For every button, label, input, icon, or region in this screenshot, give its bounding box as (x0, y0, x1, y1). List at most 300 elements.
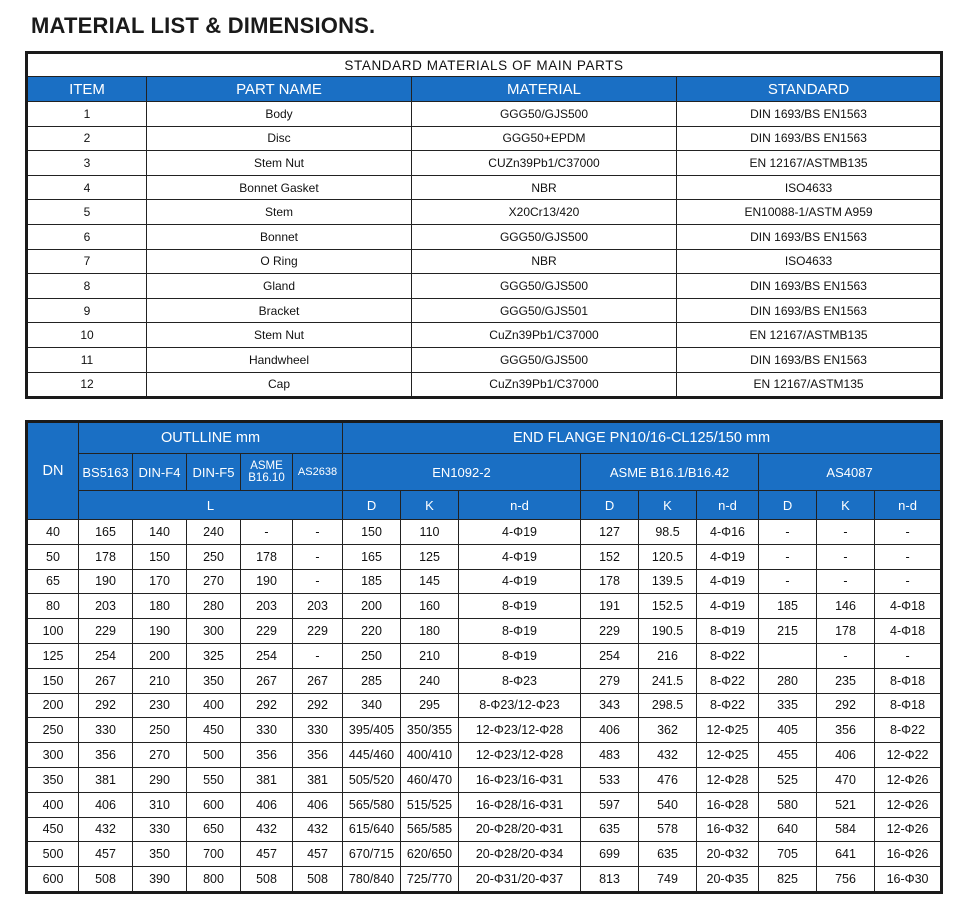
col-header-material: MATERIAL (412, 77, 677, 102)
col-header-standard: STANDARD (677, 77, 942, 102)
cell-as-nd: 12-Φ26 (875, 817, 942, 842)
cell-as2638: 229 (293, 619, 343, 644)
table-row (27, 792, 942, 817)
cell-din-f5: 300 (187, 619, 241, 644)
cell-as-d: - (759, 520, 817, 545)
cell-as2638: 356 (293, 743, 343, 768)
cell-bs5163: 356 (79, 743, 133, 768)
cell-en-nd: 20-Φ28/20-Φ31 (459, 817, 581, 842)
table-row (27, 298, 942, 323)
table-row (27, 817, 942, 842)
cell-as-k: - (817, 520, 875, 545)
cell-asme-b1610: 356 (241, 743, 293, 768)
cell-din-f5: 500 (187, 743, 241, 768)
cell-as2638: - (293, 643, 343, 668)
cell-en-k: 125 (401, 544, 459, 569)
cell-item: 6 (27, 224, 147, 249)
dimensions-table (25, 420, 943, 894)
cell-bs5163: 267 (79, 668, 133, 693)
cell-item: 8 (27, 274, 147, 299)
cell-material: GGG50/GJS500 (412, 274, 677, 299)
cell-asme-k: 635 (639, 842, 697, 867)
cell-as-nd: - (875, 643, 942, 668)
cell-item: 3 (27, 151, 147, 176)
cell-din-f5: 240 (187, 520, 241, 545)
cell-asme-b1610: 190 (241, 569, 293, 594)
cell-asme-d: 533 (581, 767, 639, 792)
materials-caption: STANDARD MATERIALS OF MAIN PARTS (27, 53, 942, 77)
cell-din-f4: 270 (133, 743, 187, 768)
cell-en-nd: 4-Φ19 (459, 520, 581, 545)
cell-as-k: 406 (817, 743, 875, 768)
cell-en-nd: 12-Φ23/12-Φ28 (459, 718, 581, 743)
cell-dn: 65 (27, 569, 79, 594)
cell-as-k: - (817, 569, 875, 594)
table-row (27, 619, 942, 644)
cell-din-f4: 170 (133, 569, 187, 594)
cell-en-d: 185 (343, 569, 401, 594)
col-header-en-d: D (343, 491, 401, 520)
col-header-as-k: K (817, 491, 875, 520)
cell-din-f4: 140 (133, 520, 187, 545)
cell-standard: DIN 1693/BS EN1563 (677, 126, 942, 151)
cell-bs5163: 330 (79, 718, 133, 743)
cell-material: CuZn39Pb1/C37000 (412, 323, 677, 348)
cell-standard: DIN 1693/BS EN1563 (677, 224, 942, 249)
cell-as-k: 235 (817, 668, 875, 693)
table-row (27, 323, 942, 348)
cell-part-name: Handwheel (147, 347, 412, 372)
cell-asme-nd: 12-Φ28 (697, 767, 759, 792)
asme-b1610-line1: ASME (250, 460, 283, 472)
cell-standard: ISO4633 (677, 175, 942, 200)
cell-as-d: 405 (759, 718, 817, 743)
cell-en-nd: 8-Φ19 (459, 594, 581, 619)
cell-din-f4: 190 (133, 619, 187, 644)
cell-as2638: - (293, 569, 343, 594)
cell-asme-k: 120.5 (639, 544, 697, 569)
cell-item: 10 (27, 323, 147, 348)
cell-bs5163: 292 (79, 693, 133, 718)
cell-asme-k: 98.5 (639, 520, 697, 545)
cell-as-nd: 16-Φ26 (875, 842, 942, 867)
table-row (27, 842, 942, 867)
cell-as2638: 267 (293, 668, 343, 693)
cell-asme-b1610: 457 (241, 842, 293, 867)
cell-as2638: 381 (293, 767, 343, 792)
table-row (27, 718, 942, 743)
col-header-en-k: K (401, 491, 459, 520)
cell-bs5163: 508 (79, 867, 133, 893)
cell-bs5163: 165 (79, 520, 133, 545)
cell-as-k: 641 (817, 842, 875, 867)
cell-asme-k: 362 (639, 718, 697, 743)
cell-din-f5: 450 (187, 718, 241, 743)
col-header-asme-b1610 (241, 454, 293, 491)
cell-standard: DIN 1693/BS EN1563 (677, 298, 942, 323)
cell-en-nd: 8-Φ23/12-Φ23 (459, 693, 581, 718)
cell-asme-nd: 20-Φ35 (697, 867, 759, 893)
cell-dn: 40 (27, 520, 79, 545)
table-row (27, 102, 942, 127)
cell-asme-k: 152.5 (639, 594, 697, 619)
cell-asme-nd: 12-Φ25 (697, 718, 759, 743)
cell-din-f4: 180 (133, 594, 187, 619)
cell-asme-b1610: 381 (241, 767, 293, 792)
cell-en-k: 400/410 (401, 743, 459, 768)
cell-asme-nd: 4-Φ19 (697, 594, 759, 619)
table-row (27, 743, 942, 768)
cell-as-d: 825 (759, 867, 817, 893)
cell-en-k: 620/650 (401, 842, 459, 867)
page-title: MATERIAL LIST & DIMENSIONS. (31, 13, 376, 38)
cell-standard: DIN 1693/BS EN1563 (677, 102, 942, 127)
cell-asme-b1610: 330 (241, 718, 293, 743)
cell-as2638: 292 (293, 693, 343, 718)
cell-en-d: 150 (343, 520, 401, 545)
cell-bs5163: 432 (79, 817, 133, 842)
cell-asme-d: 191 (581, 594, 639, 619)
cell-asme-b1610: - (241, 520, 293, 545)
cell-en-k: 565/585 (401, 817, 459, 842)
cell-as-d: 335 (759, 693, 817, 718)
cell-as-d: 705 (759, 842, 817, 867)
cell-material: GGG50+EPDM (412, 126, 677, 151)
cell-material: X20Cr13/420 (412, 200, 677, 225)
cell-part-name: Stem (147, 200, 412, 225)
cell-asme-k: 432 (639, 743, 697, 768)
cell-bs5163: 457 (79, 842, 133, 867)
cell-en-k: 460/470 (401, 767, 459, 792)
col-header-as-nd: n-d (875, 491, 942, 520)
cell-asme-b1610: 178 (241, 544, 293, 569)
cell-bs5163: 178 (79, 544, 133, 569)
cell-en-d: 200 (343, 594, 401, 619)
cell-as2638: 457 (293, 842, 343, 867)
cell-bs5163: 203 (79, 594, 133, 619)
cell-din-f5: 650 (187, 817, 241, 842)
cell-din-f5: 270 (187, 569, 241, 594)
cell-asme-nd: 8-Φ22 (697, 693, 759, 718)
cell-as-nd: 12-Φ22 (875, 743, 942, 768)
cell-asme-d: 813 (581, 867, 639, 893)
cell-part-name: Gland (147, 274, 412, 299)
cell-material: GGG50/GJS500 (412, 102, 677, 127)
table-row (27, 569, 942, 594)
cell-as-d: 580 (759, 792, 817, 817)
cell-en-nd: 4-Φ19 (459, 544, 581, 569)
cell-as-k: 292 (817, 693, 875, 718)
cell-part-name: Stem Nut (147, 323, 412, 348)
cell-en-d: 780/840 (343, 867, 401, 893)
cell-en-d: 220 (343, 619, 401, 644)
cell-part-name: Bonnet (147, 224, 412, 249)
cell-asme-b1610: 203 (241, 594, 293, 619)
cell-bs5163: 229 (79, 619, 133, 644)
cell-bs5163: 254 (79, 643, 133, 668)
cell-en-nd: 20-Φ28/20-Φ34 (459, 842, 581, 867)
cell-bs5163: 381 (79, 767, 133, 792)
cell-din-f5: 400 (187, 693, 241, 718)
col-header-din-f4: DIN-F4 (133, 454, 187, 491)
cell-part-name: Disc (147, 126, 412, 151)
cell-as-nd: 12-Φ26 (875, 767, 942, 792)
cell-item: 7 (27, 249, 147, 274)
cell-en-k: 295 (401, 693, 459, 718)
cell-part-name: Bracket (147, 298, 412, 323)
cell-part-name: Body (147, 102, 412, 127)
cell-as-d: 640 (759, 817, 817, 842)
cell-item: 5 (27, 200, 147, 225)
cell-as-nd: 8-Φ22 (875, 718, 942, 743)
cell-item: 4 (27, 175, 147, 200)
cell-din-f4: 350 (133, 842, 187, 867)
cell-dn: 600 (27, 867, 79, 893)
cell-en-d: 505/520 (343, 767, 401, 792)
cell-asme-nd: 12-Φ25 (697, 743, 759, 768)
group-header-en1092: EN1092-2 (343, 454, 581, 491)
cell-asme-b1610: 229 (241, 619, 293, 644)
cell-dn: 250 (27, 718, 79, 743)
table-row (27, 249, 942, 274)
cell-part-name: Stem Nut (147, 151, 412, 176)
col-header-bs5163: BS5163 (79, 454, 133, 491)
cell-din-f4: 230 (133, 693, 187, 718)
group-header-as4087: AS4087 (759, 454, 942, 491)
cell-en-nd: 12-Φ23/12-Φ28 (459, 743, 581, 768)
cell-standard: EN 12167/ASTMB135 (677, 151, 942, 176)
cell-as2638: 508 (293, 867, 343, 893)
cell-en-k: 240 (401, 668, 459, 693)
table-row (27, 767, 942, 792)
cell-asme-k: 190.5 (639, 619, 697, 644)
cell-as2638: 406 (293, 792, 343, 817)
materials-table (25, 51, 943, 399)
cell-standard: DIN 1693/BS EN1563 (677, 274, 942, 299)
cell-as-nd: 8-Φ18 (875, 668, 942, 693)
materials-body (27, 102, 942, 398)
cell-asme-d: 597 (581, 792, 639, 817)
cell-din-f5: 250 (187, 544, 241, 569)
cell-asme-d: 635 (581, 817, 639, 842)
cell-asme-k: 540 (639, 792, 697, 817)
cell-asme-nd: 16-Φ32 (697, 817, 759, 842)
col-header-part-name: PART NAME (147, 77, 412, 102)
cell-standard: ISO4633 (677, 249, 942, 274)
cell-en-d: 165 (343, 544, 401, 569)
cell-item: 1 (27, 102, 147, 127)
cell-din-f5: 700 (187, 842, 241, 867)
cell-asme-nd: 8-Φ22 (697, 643, 759, 668)
cell-en-nd: 16-Φ28/16-Φ31 (459, 792, 581, 817)
cell-as-nd: - (875, 544, 942, 569)
cell-en-nd: 20-Φ31/20-Φ37 (459, 867, 581, 893)
table-row (27, 693, 942, 718)
cell-as2638: 330 (293, 718, 343, 743)
cell-asme-d: 254 (581, 643, 639, 668)
cell-as2638: - (293, 520, 343, 545)
cell-asme-nd: 20-Φ32 (697, 842, 759, 867)
col-header-item: ITEM (27, 77, 147, 102)
cell-as-d (759, 643, 817, 668)
cell-en-k: 160 (401, 594, 459, 619)
cell-standard: EN10088-1/ASTM A959 (677, 200, 942, 225)
cell-dn: 80 (27, 594, 79, 619)
table-row (27, 643, 942, 668)
cell-material: GGG50/GJS500 (412, 347, 677, 372)
cell-as-d: 215 (759, 619, 817, 644)
cell-item: 9 (27, 298, 147, 323)
cell-as-d: - (759, 544, 817, 569)
cell-as-k: 146 (817, 594, 875, 619)
cell-din-f5: 550 (187, 767, 241, 792)
asme-b1610-line2: B16.10 (248, 472, 285, 484)
cell-en-d: 250 (343, 643, 401, 668)
cell-as-k: 521 (817, 792, 875, 817)
cell-as-d: 455 (759, 743, 817, 768)
cell-en-nd: 8-Φ19 (459, 619, 581, 644)
cell-din-f4: 250 (133, 718, 187, 743)
cell-asme-b1610: 508 (241, 867, 293, 893)
cell-en-k: 110 (401, 520, 459, 545)
end-flange-header: END FLANGE PN10/16-CL125/150 mm (343, 422, 942, 454)
cell-as-d: 280 (759, 668, 817, 693)
cell-dn: 450 (27, 817, 79, 842)
table-row (27, 347, 942, 372)
cell-dn: 300 (27, 743, 79, 768)
col-header-dn: DN (27, 422, 79, 520)
cell-asme-d: 229 (581, 619, 639, 644)
cell-en-k: 515/525 (401, 792, 459, 817)
cell-asme-b1610: 432 (241, 817, 293, 842)
cell-en-k: 350/355 (401, 718, 459, 743)
cell-as2638: 432 (293, 817, 343, 842)
cell-asme-b1610: 254 (241, 643, 293, 668)
outline-header: OUTLLINE mm (79, 422, 343, 454)
cell-as-d: 525 (759, 767, 817, 792)
cell-asme-nd: 4-Φ19 (697, 569, 759, 594)
cell-en-d: 285 (343, 668, 401, 693)
cell-en-d: 340 (343, 693, 401, 718)
cell-din-f4: 330 (133, 817, 187, 842)
table-row (27, 175, 942, 200)
cell-asme-b1610: 267 (241, 668, 293, 693)
cell-bs5163: 406 (79, 792, 133, 817)
cell-en-d: 670/715 (343, 842, 401, 867)
cell-asme-k: 298.5 (639, 693, 697, 718)
table-row (27, 126, 942, 151)
col-header-asme-k: K (639, 491, 697, 520)
cell-asme-k: 749 (639, 867, 697, 893)
table-row (27, 544, 942, 569)
cell-material: NBR (412, 249, 677, 274)
cell-asme-nd: 8-Φ19 (697, 619, 759, 644)
table-row (27, 372, 942, 398)
table-row (27, 867, 942, 893)
col-header-en-nd: n-d (459, 491, 581, 520)
cell-din-f4: 390 (133, 867, 187, 893)
cell-as-k: - (817, 643, 875, 668)
col-header-asme-nd: n-d (697, 491, 759, 520)
cell-item: 2 (27, 126, 147, 151)
cell-item: 12 (27, 372, 147, 398)
cell-en-nd: 8-Φ23 (459, 668, 581, 693)
cell-dn: 500 (27, 842, 79, 867)
cell-as-nd: 12-Φ26 (875, 792, 942, 817)
cell-asme-d: 483 (581, 743, 639, 768)
cell-asme-nd: 4-Φ16 (697, 520, 759, 545)
cell-part-name: Cap (147, 372, 412, 398)
cell-asme-b1610: 406 (241, 792, 293, 817)
cell-din-f5: 280 (187, 594, 241, 619)
cell-as-d: 185 (759, 594, 817, 619)
cell-asme-nd: 16-Φ28 (697, 792, 759, 817)
cell-part-name: Bonnet Gasket (147, 175, 412, 200)
cell-asme-d: 279 (581, 668, 639, 693)
table-row (27, 274, 942, 299)
cell-as-nd: 8-Φ18 (875, 693, 942, 718)
cell-din-f4: 290 (133, 767, 187, 792)
cell-as-nd: - (875, 520, 942, 545)
cell-asme-d: 178 (581, 569, 639, 594)
cell-din-f5: 350 (187, 668, 241, 693)
cell-item: 11 (27, 347, 147, 372)
cell-dn: 150 (27, 668, 79, 693)
cell-din-f4: 200 (133, 643, 187, 668)
cell-din-f5: 800 (187, 867, 241, 893)
cell-as2638: - (293, 544, 343, 569)
cell-as-k: 356 (817, 718, 875, 743)
cell-dn: 100 (27, 619, 79, 644)
cell-en-nd: 16-Φ23/16-Φ31 (459, 767, 581, 792)
cell-as-nd: 4-Φ18 (875, 619, 942, 644)
cell-en-k: 210 (401, 643, 459, 668)
table-row (27, 151, 942, 176)
table-row (27, 520, 942, 545)
col-header-as-d: D (759, 491, 817, 520)
cell-asme-k: 476 (639, 767, 697, 792)
table-row (27, 200, 942, 225)
table-row (27, 668, 942, 693)
cell-material: CuZn39Pb1/C37000 (412, 372, 677, 398)
col-header-as2638: AS2638 (293, 454, 343, 491)
cell-en-d: 395/405 (343, 718, 401, 743)
cell-standard: EN 12167/ASTM135 (677, 372, 942, 398)
cell-din-f4: 310 (133, 792, 187, 817)
cell-as-k: 584 (817, 817, 875, 842)
cell-as-k: - (817, 544, 875, 569)
cell-en-nd: 4-Φ19 (459, 569, 581, 594)
group-header-asme-b161: ASME B16.1/B16.42 (581, 454, 759, 491)
table-row (27, 594, 942, 619)
cell-dn: 50 (27, 544, 79, 569)
dimensions-body (27, 520, 942, 893)
cell-dn: 350 (27, 767, 79, 792)
cell-standard: DIN 1693/BS EN1563 (677, 347, 942, 372)
cell-en-nd: 8-Φ19 (459, 643, 581, 668)
cell-material: CUZn39Pb1/C37000 (412, 151, 677, 176)
cell-en-d: 615/640 (343, 817, 401, 842)
cell-en-k: 145 (401, 569, 459, 594)
cell-dn: 200 (27, 693, 79, 718)
cell-as-k: 178 (817, 619, 875, 644)
cell-en-d: 565/580 (343, 792, 401, 817)
cell-standard: EN 12167/ASTMB135 (677, 323, 942, 348)
cell-en-d: 445/460 (343, 743, 401, 768)
cell-din-f5: 325 (187, 643, 241, 668)
cell-part-name: O Ring (147, 249, 412, 274)
cell-material: GGG50/GJS501 (412, 298, 677, 323)
